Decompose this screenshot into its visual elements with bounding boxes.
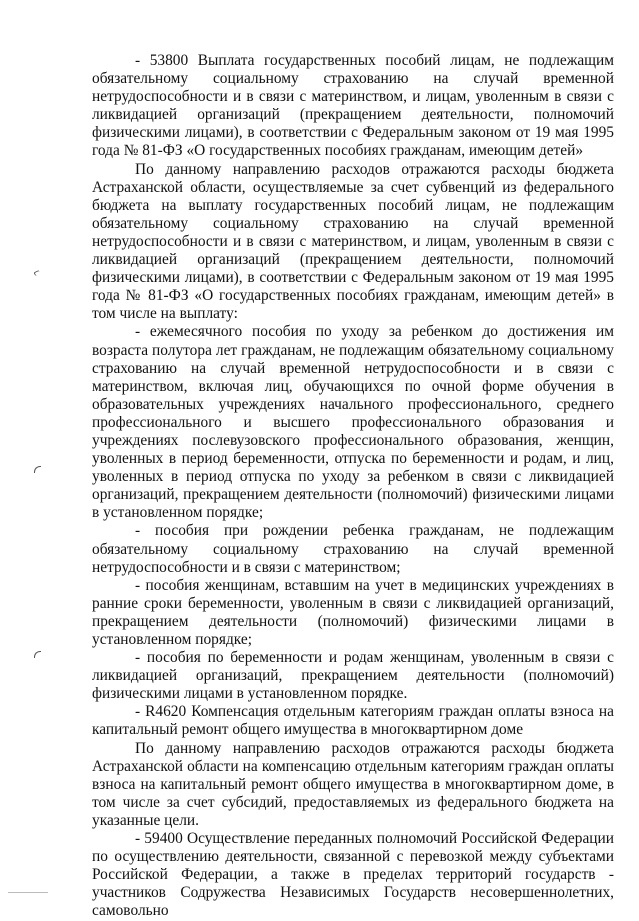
paragraph-r4620-description: По данному направлению расходов отражаются расходы бюджета Астраханской области на компенсацию отдельным категориям граждан оплаты взноса на капитальный ремонт общего имущества в многоквартирном доме, в том числе за счет субсидий, предоставляемых из федерального бюджета на указанные цели.: [92, 739, 614, 829]
punch-hole-mark: [34, 466, 41, 473]
margin-mark: [33, 270, 40, 276]
document-body: [92, 52, 614, 921]
paragraph-59400-heading: - 59400 Осуществление переданных полномочий Российской Федерации по осуществлению деятельности, связанной с перевозкой между субъектами Российской Федерации, а также в пределах территорий государств - участников Содружества Независимых Государств несовершеннолетних, самовольно: [92, 830, 614, 920]
paragraph-53800-description: По данному направлению расходов отражаются расходы бюджета Астраханской области, осуществляемые за счет субвенций из федерального бюджета на выплату государственных пособий лицам, не подлежащим обязательному социальному страхованию на случай временной нетрудоспособности и в связи с материнством, и лицам, уволенным в связи с ликвидацией организаций (прекращением деятельности, полномочий физическими лицами), в соответствии с Федеральным законом от 19 мая 1995 года № 81-ФЗ «О государственных пособиях гражданам, имеющим детей» в том числе на выплату:: [92, 160, 614, 323]
paragraph-53800-heading: - 53800 Выплата государственных пособий лицам, не подлежащим обязательному социальному страхованию на случай временной нетрудоспособности и в связи с материнством, и лицам, уволенным в связи с ликвидацией организаций (прекращением деятельности, полномочий физическими лицами), в соответствии с Федеральным законом от 19 мая 1995 года № 81-ФЗ «О государственных пособиях гражданам, имеющим детей»: [92, 52, 614, 160]
punch-hole-mark: [34, 651, 41, 658]
list-item-birth-allowance: - пособия при рождении ребенка гражданам, не подлежащим обязательному социальному страхованию на случай временной нетрудоспособности и в связи с материнством;: [92, 522, 614, 576]
list-item-early-pregnancy-allowance: - пособия женщинам, вставшим на учет в медицинских учреждениях в ранние сроки беременности, уволенным в связи с ликвидацией организаций, прекращением деятельности (полномочий) физическими лицами в установленном порядке;: [92, 576, 614, 648]
scan-smudge: [8, 892, 48, 893]
paragraph-r4620-heading: - R4620 Компенсация отдельным категориям граждан оплаты взноса на капитальный ремонт общего имущества в многоквартирном доме: [92, 703, 614, 739]
list-item-maternity-allowance: - пособия по беременности и родам женщинам, уволенным в связи с ликвидацией организаций, прекращением деятельности (полномочий) физическими лицами в установленном порядке.: [92, 649, 614, 703]
list-item-childcare-allowance: - ежемесячного пособия по уходу за ребенком до достижения им возраста полутора лет гражданам, не подлежащим обязательному социальному страхованию на случай временной нетрудоспособности и в связи с материнством, включая лиц, обучающихся по очной форме обучения в образовательных учреждениях начального профессионального, среднего профессионального и высшего профессионального образования и учреждениях послевузовского профессионального образования, женщин, уволенных в период беременности, отпуска по беременности и родам, и лиц, уволенных в период отпуска по уходу за ребенком в связи с ликвидацией организаций, прекращением деятельности (полномочий) физическими лицами в установленном порядке;: [92, 323, 614, 522]
